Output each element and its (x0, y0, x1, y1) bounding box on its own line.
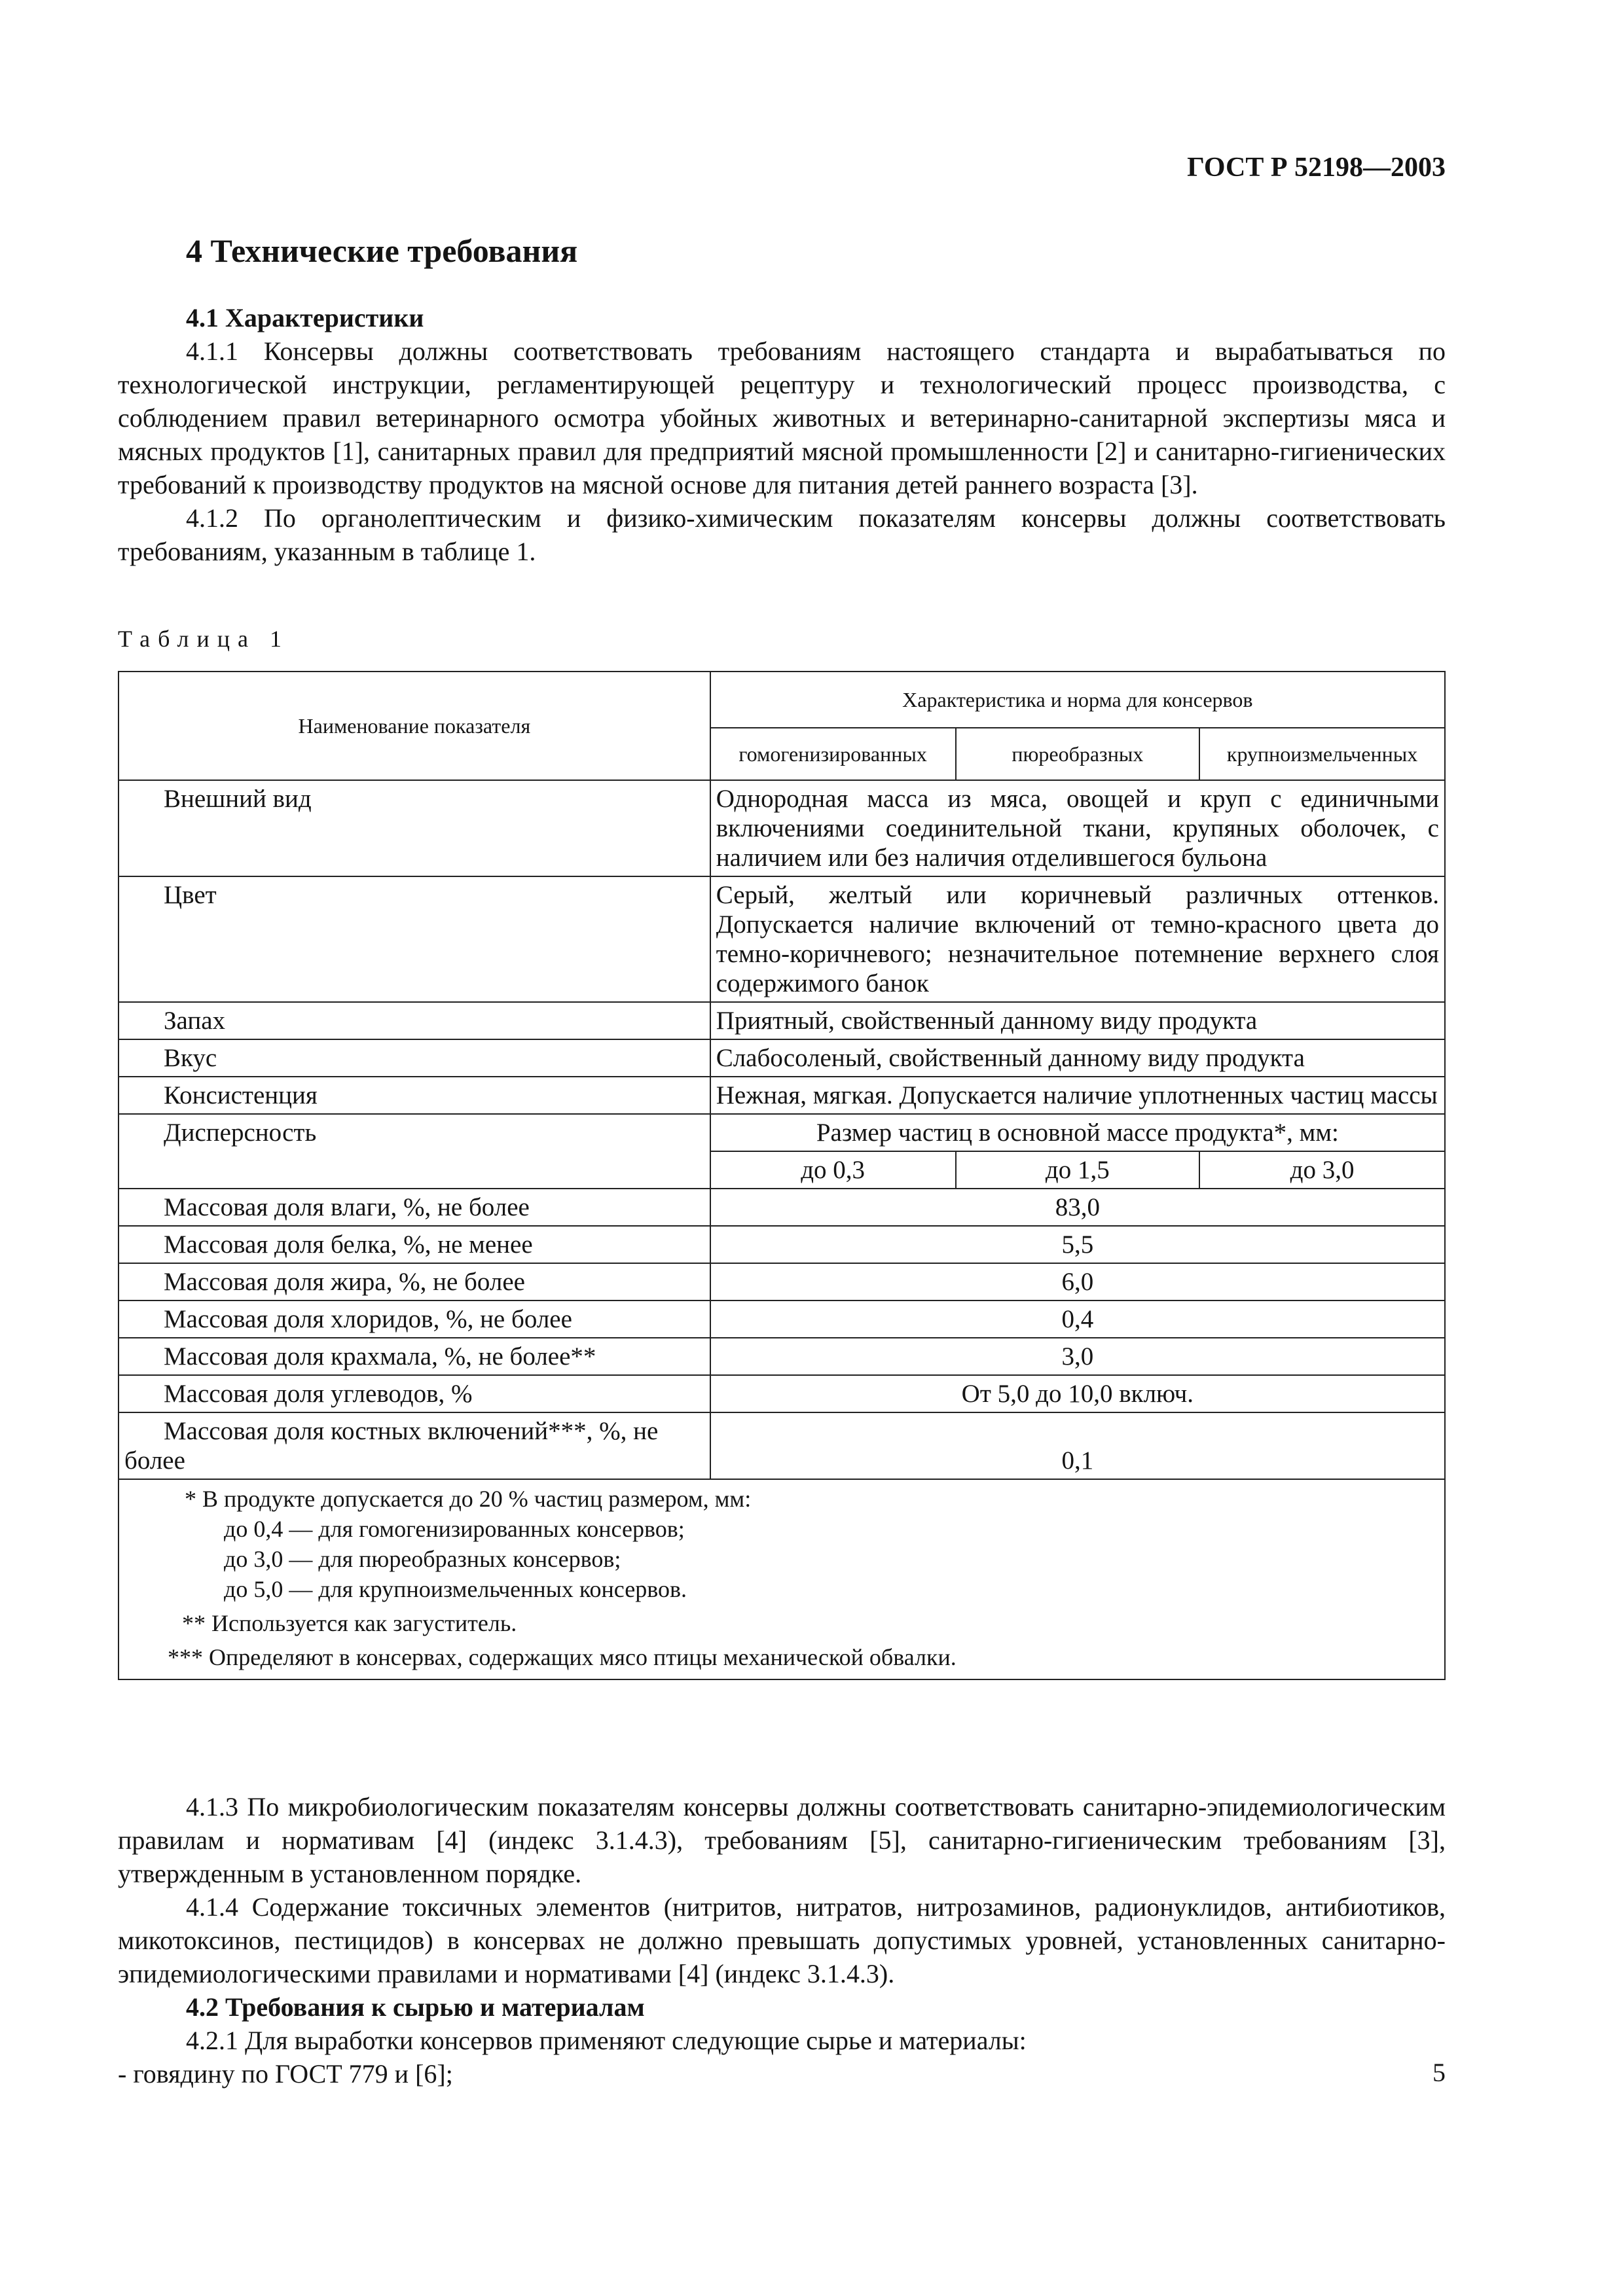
row-label-chlorides: Массовая доля хлоридов, %, не более (119, 1300, 710, 1338)
table-notes (119, 1479, 1445, 1679)
continuation-text-block (118, 1790, 1446, 2090)
paragraph-4-1-1: 4.1.1 Консервы должны соответствовать требованиям настоящего стандарта и вырабатываться по технологической инструкции, регламентирующей рецептуру и технологический процесс производства, с соблюдением правил ветеринарного осмотра убойных животных и ветеринарно-санитарной экспертизы мяса и мясных продуктов [1], санитарных правил для предприятий мясной промышленности [2] и санитарно-гигиенических требований к производству продуктов на мясной основе для питания детей раннего возраста [3]. (118, 336, 1446, 499)
head-col-pureed: пюреобразных (956, 728, 1200, 780)
row-label-fat: Массовая доля жира, %, не более (119, 1263, 710, 1300)
row-label-dispersion: Дисперсность (119, 1114, 710, 1189)
row-label-taste: Вкус (119, 1039, 710, 1077)
paragraph-4-2-1: 4.2.1 Для выработки консервов применяют следующие сырье и материалы: (186, 2026, 1027, 2055)
table-row (119, 1412, 1445, 1479)
table-caption: Таблица 1 (118, 626, 289, 652)
row-label-starch: Массовая доля крахмала, %, не более** (119, 1338, 710, 1375)
row-value-smell: Приятный, свойственный данному виду продукта (710, 1002, 1445, 1039)
table-row (119, 1300, 1445, 1338)
table-row (119, 876, 1445, 1002)
row-label-color: Цвет (119, 876, 710, 1002)
table-row (119, 1077, 1445, 1114)
subsection-title-4-1: 4.1 Характеристики (186, 303, 424, 332)
head-col-coarse: крупноизмельченных (1199, 728, 1445, 780)
row-label-appearance: Внешний вид (119, 780, 710, 876)
row-value-fat: 6,0 (710, 1263, 1445, 1300)
head-col-homogenized: гомогенизированных (710, 728, 956, 780)
row-label-protein: Массовая доля белка, %, не менее (119, 1226, 710, 1263)
paragraph-4-1-3: 4.1.3 По микробиологическим показателям консервы должны соответствовать санитарно-эпидемиологическим правилам и нормативам [4] (индекс 3.1.4.3), требованиям [5], санитарно-гигиеническим требованиям [3], утвержденным в установленном порядке. (118, 1792, 1446, 1888)
row-value-moisture: 83,0 (710, 1189, 1445, 1226)
row-value-color: Серый, желтый или коричневый различных оттенков. Допускается наличие включений от темно-красного цвета до темно-коричневого; незначительное потемнение верхнего слоя содержимого банок (710, 876, 1445, 1002)
table-row (119, 1002, 1445, 1039)
row-value-protein: 5,5 (710, 1226, 1445, 1263)
paragraph-4-1-4: 4.1.4 Содержание токсичных элементов (нитритов, нитратов, нитрозаминов, радионуклидов, антибиотиков, микотоксинов, пестицидов) в консервах не должно превышать допустимых уровней, установленных санитарно-эпидемиологическими правилами и нормативами [4] (индекс 3.1.4.3). (118, 1892, 1446, 1988)
table-notes-row (119, 1479, 1445, 1679)
row-value-taste: Слабосоленый, свойственный данному виду продукта (710, 1039, 1445, 1077)
row-label-moisture: Массовая доля влаги, %, не более (119, 1189, 710, 1226)
intro-text-block (118, 301, 1446, 568)
dispersion-pureed: до 1,5 (956, 1151, 1200, 1189)
table-row (119, 1263, 1445, 1300)
row-value-bone: 0,1 (710, 1412, 1445, 1479)
dispersion-coarse: до 3,0 (1199, 1151, 1445, 1189)
row-label-smell: Запах (119, 1002, 710, 1039)
table-head-row (119, 672, 1445, 728)
table-row (119, 1226, 1445, 1263)
list-item: - говядину по ГОСТ 779 и [6]; (118, 2059, 453, 2089)
row-label-consistency: Консистенция (119, 1077, 710, 1114)
table-row (119, 1039, 1445, 1077)
table-row (119, 1338, 1445, 1375)
standard-code-header: ГОСТ Р 52198—2003 (1187, 152, 1446, 183)
row-value-appearance: Однородная масса из мяса, овощей и круп с единичными включениями соединительной ткани, крупяных оболочек, с наличием или без наличия отделившегося бульона (710, 780, 1445, 876)
row-label-carbs: Массовая доля углеводов, % (119, 1375, 710, 1412)
page-number: 5 (1432, 2058, 1446, 2087)
subsection-title-4-2: 4.2 Требования к сырью и материалам (186, 1992, 645, 2022)
note-1a: до 0,4 — для гомогенизированных консервов; (224, 1516, 685, 1542)
row-value-chlorides: 0,4 (710, 1300, 1445, 1338)
head-group: Характеристика и норма для консервов (710, 672, 1445, 728)
table-row (119, 780, 1445, 876)
note-1c: до 5,0 — для крупноизмельченных консервов. (224, 1576, 687, 1602)
table-row (119, 1114, 1445, 1151)
note-2: ** Используется как загуститель. (182, 1610, 517, 1636)
table-row (119, 1189, 1445, 1226)
paragraph-4-1-2: 4.1.2 По органолептическим и физико-химическим показателям консервы должны соответствовать требованиям, указанным в таблице 1. (118, 503, 1446, 566)
row-label-bone: Массовая доля костных включений***, %, не более (119, 1412, 710, 1479)
note-1b: до 3,0 — для пюреобразных консервов; (224, 1546, 621, 1572)
note-3: *** Определяют в консервах, содержащих мясо птицы механической обвалки. (168, 1644, 957, 1670)
section-title: 4 Технические требования (186, 232, 578, 269)
head-indicator-name: Наименование показателя (119, 672, 710, 780)
row-value-carbs: От 5,0 до 10,0 включ. (710, 1375, 1445, 1412)
table-row (119, 1375, 1445, 1412)
requirements-table (118, 671, 1446, 1680)
row-value-dispersion: Размер частиц в основной массе продукта*, мм: (710, 1114, 1445, 1151)
row-value-starch: 3,0 (710, 1338, 1445, 1375)
note-1: * В продукте допускается до 20 % частиц размером, мм: (185, 1486, 752, 1512)
row-value-consistency: Нежная, мягкая. Допускается наличие уплотненных частиц массы (710, 1077, 1445, 1114)
dispersion-homogenized: до 0,3 (710, 1151, 956, 1189)
